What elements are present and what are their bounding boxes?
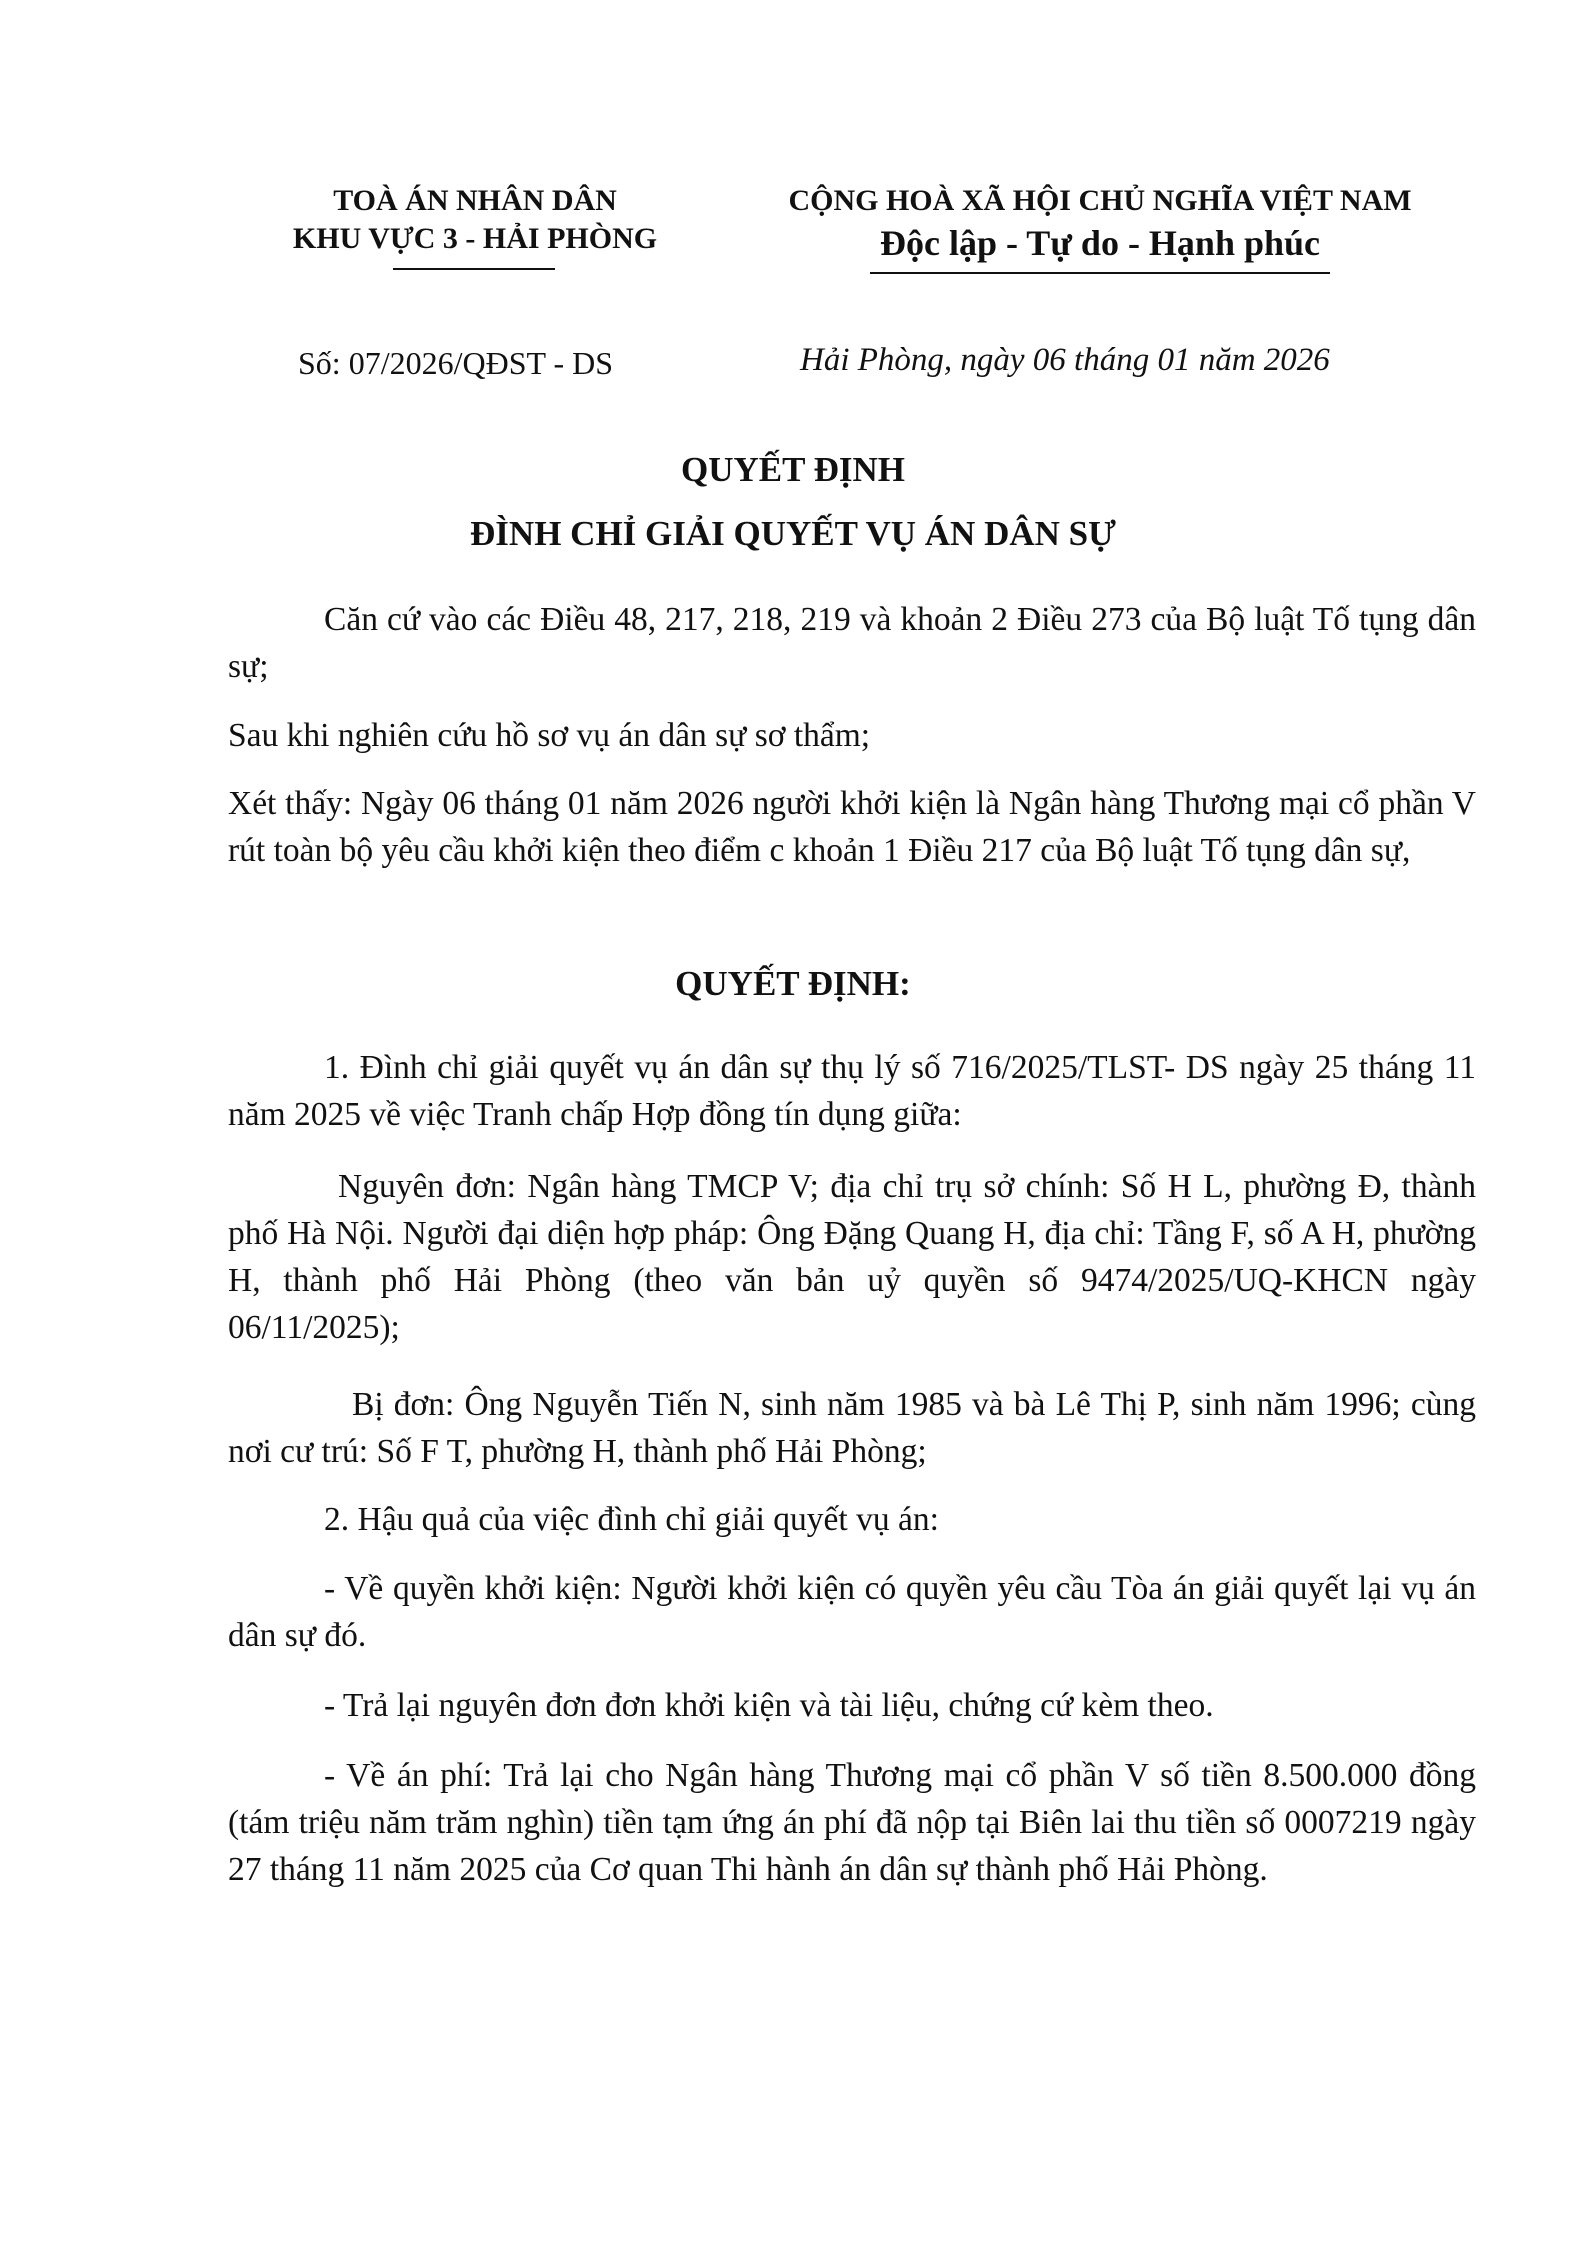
defendant-paragraph: Bị đơn: Ông Nguyễn Tiến N, sinh năm 1985 và bà Lê Thị P, sinh năm 1996; cùng nơi cư trú: Số F T, phường H, thành phố Hải Phòng; [228, 1386, 1476, 1470]
motto-underline [870, 272, 1330, 274]
right-to-sue-paragraph: - Về quyền khởi kiện: Người khởi kiện có quyền yêu cầu Tòa án giải quyết lại vụ án dân sự đó. [228, 1570, 1476, 1654]
document-subtitle: ĐÌNH CHỈ GIẢI QUYẾT VỤ ÁN DÂN SỰ [470, 514, 1116, 553]
national-title-block [740, 182, 1460, 266]
place-and-date: Hải Phòng, ngày 06 tháng 01 năm 2026 [800, 342, 1330, 378]
court-fee-paragraph: - Về án phí: Trả lại cho Ngân hàng Thương mại cổ phần V số tiền 8.500.000 đồng (tám triệu năm trăm nghìn) tiền tạm ứng án phí đã nộp tại Biên lai thu tiền số 0007219 ngày 27 tháng 11 năm 2025 của Cơ quan Thi hành án dân sự thành phố Hải Phòng. [228, 1757, 1476, 1888]
document-number: Số: 07/2026/QĐST - DS [298, 345, 614, 381]
court-name-line2: KHU VỰC 3 - HẢI PHÒNG [292, 222, 658, 255]
court-name-block [265, 182, 685, 258]
plaintiff-paragraph: Nguyên đơn: Ngân hàng TMCP V; địa chỉ trụ sở chính: Số H L, phường Đ, thành phố Hà Nội. Người đại diện hợp pháp: Ông Đặng Quang H, địa chỉ: Tầng F, số A H, phường H, thành phố Hải Phòng (theo văn bản uỷ quyền số 9474/2025/UQ-KHCN ngày 06/11/2025); [228, 1168, 1476, 1346]
decision-item-1: 1. Đình chỉ giải quyết vụ án dân sự thụ lý số 716/2025/TLST- DS ngày 25 tháng 11 năm 2025 về việc Tranh chấp Hợp đồng tín dụng giữa: [228, 1049, 1476, 1133]
legal-basis-paragraph: Căn cứ vào các Điều 48, 217, 218, 219 và khoản 2 Điều 273 của Bộ luật Tố tụng dân sự; [228, 601, 1476, 685]
study-paragraph: Sau khi nghiên cứu hồ sơ vụ án dân sự sơ thẩm; [228, 717, 871, 754]
country-name: CỘNG HOÀ XÃ HỘI CHỦ NGHĨA VIỆT NAM [788, 184, 1412, 217]
national-motto: Độc lập - Tự do - Hạnh phúc [879, 223, 1321, 263]
considering-paragraph: Xét thấy: Ngày 06 tháng 01 năm 2026 người khởi kiện là Ngân hàng Thương mại cổ phần V rút toàn bộ yêu cầu khởi kiện theo điểm c khoản 1 Điều 217 của Bộ luật Tố tụng dân sự, [228, 785, 1476, 869]
return-documents-paragraph: - Trả lại nguyên đơn đơn khởi kiện và tài liệu, chứng cứ kèm theo. [324, 1687, 1214, 1724]
decision-heading: QUYẾT ĐỊNH: [675, 964, 911, 1003]
court-name-line1: TOÀ ÁN NHÂN DÂN [333, 184, 617, 217]
court-name-underline [393, 268, 555, 270]
decision-item-2: 2. Hậu quả của việc đình chỉ giải quyết vụ án: [324, 1501, 939, 1538]
document-title: QUYẾT ĐỊNH [681, 450, 905, 489]
